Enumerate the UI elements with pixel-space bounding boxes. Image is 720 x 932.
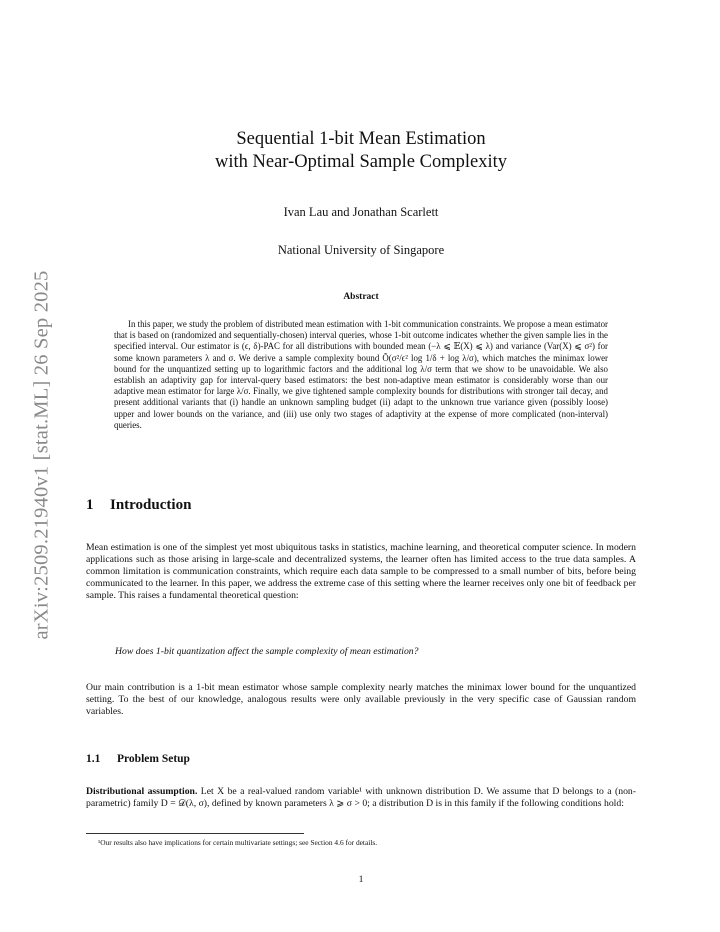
subsection-heading <box>86 753 190 765</box>
authors: Ivan Lau and Jonathan Scarlett <box>283 205 439 219</box>
intro-paragraph-1: Mean estimation is one of the simplest yet most ubiquitous tasks in statistics, machine learning, and theoretical computer science. In modern applications such as those arising in large-scale and decentralized systems, the learner often has limited access to the true data samples. A common limitation is communication constraints, which require each data sample to be compressed to a small number of bits, before being communicated to the learner. In this paper, we address the extreme case of this setting where the learner receives only one bit of feedback per sample. This raises a fundamental theoretical question: <box>86 542 636 602</box>
abstract-heading: Abstract <box>343 292 379 302</box>
intro-paragraph-2: Our main contribution is a 1-bit mean estimator whose sample complexity nearly matches the minimax lower bound for the unquantized setting. To the best of our knowledge, analogous results were only available previously in the very specific case of Gaussian random variables. <box>86 682 636 718</box>
footnote: ¹Our results also have implications for certain multivariate settings; see Section 4.6 for details. <box>98 838 378 847</box>
setup-paragraph <box>86 786 636 810</box>
affiliation: National University of Singapore <box>277 243 445 257</box>
section-number: 1 <box>86 497 94 513</box>
paper-title <box>86 128 636 174</box>
section-heading <box>86 497 191 514</box>
title-line-1: Sequential 1-bit Mean Estimation <box>236 129 486 149</box>
subsection-number: 1.1 <box>86 753 101 765</box>
paragraph-body: Let X be a real-valued random variable¹ with unknown distribution D. We assume that D belongs to a (non-parametric) family D = 𝒟(λ, σ), defined by known parameters λ ⩾ σ > 0; a distribution D is in this family if the following conditions hold: <box>86 786 637 810</box>
page-number: 1 <box>358 874 364 885</box>
subsection-title: Problem Setup <box>117 753 190 765</box>
research-question: How does 1-bit quantization affect the sample complexity of mean estimation? <box>115 646 419 657</box>
arxiv-id: arXiv:2509.21940v1 [stat.ML] 26 Sep 2025 <box>30 270 53 640</box>
footnote-rule <box>86 833 304 834</box>
arxiv-sidebar-stamp <box>20 255 64 655</box>
title-line-2: with Near-Optimal Sample Complexity <box>215 152 507 172</box>
section-title: Introduction <box>110 497 192 513</box>
abstract-text: In this paper, we study the problem of distributed mean estimation with 1-bit communication constraints. We propose a mean estimator that is based on (randomized and sequentially-chosen) interval queries, whose 1-bit outcome indicates whether the given sample lies in the specified interval. Our estimator is (ϵ, δ)-PAC for all distributions with bounded mean (−λ ⩽ 𝔼(X) ⩽ λ) and variance (Var(X) ⩽ σ²) for some known parameters λ and σ. We derive a sample complexity bound Õ(σ²/ϵ² log 1/δ + log λ/σ), which matches the minimax lower bound for the unquantized setting up to logarithmic factors and the additional log λ/σ term that we show to be unavoidable. We also establish an adaptivity gap for interval-query based estimators: the best non-adaptive mean estimator is considerably worse than our adaptive mean estimator for large λ/σ. Finally, we give tightened sample complexity bounds for distributions with stronger tail decay, and present additional variants that (i) handle an unknown sampling budget (ii) adapt to the unknown true variance given (possibly loose) upper and lower bounds on the variance, and (iii) use only two stages of adaptivity at the expense of more complicated (non-interval) queries. <box>114 319 608 430</box>
paragraph-lead: Distributional assumption. <box>86 786 198 797</box>
